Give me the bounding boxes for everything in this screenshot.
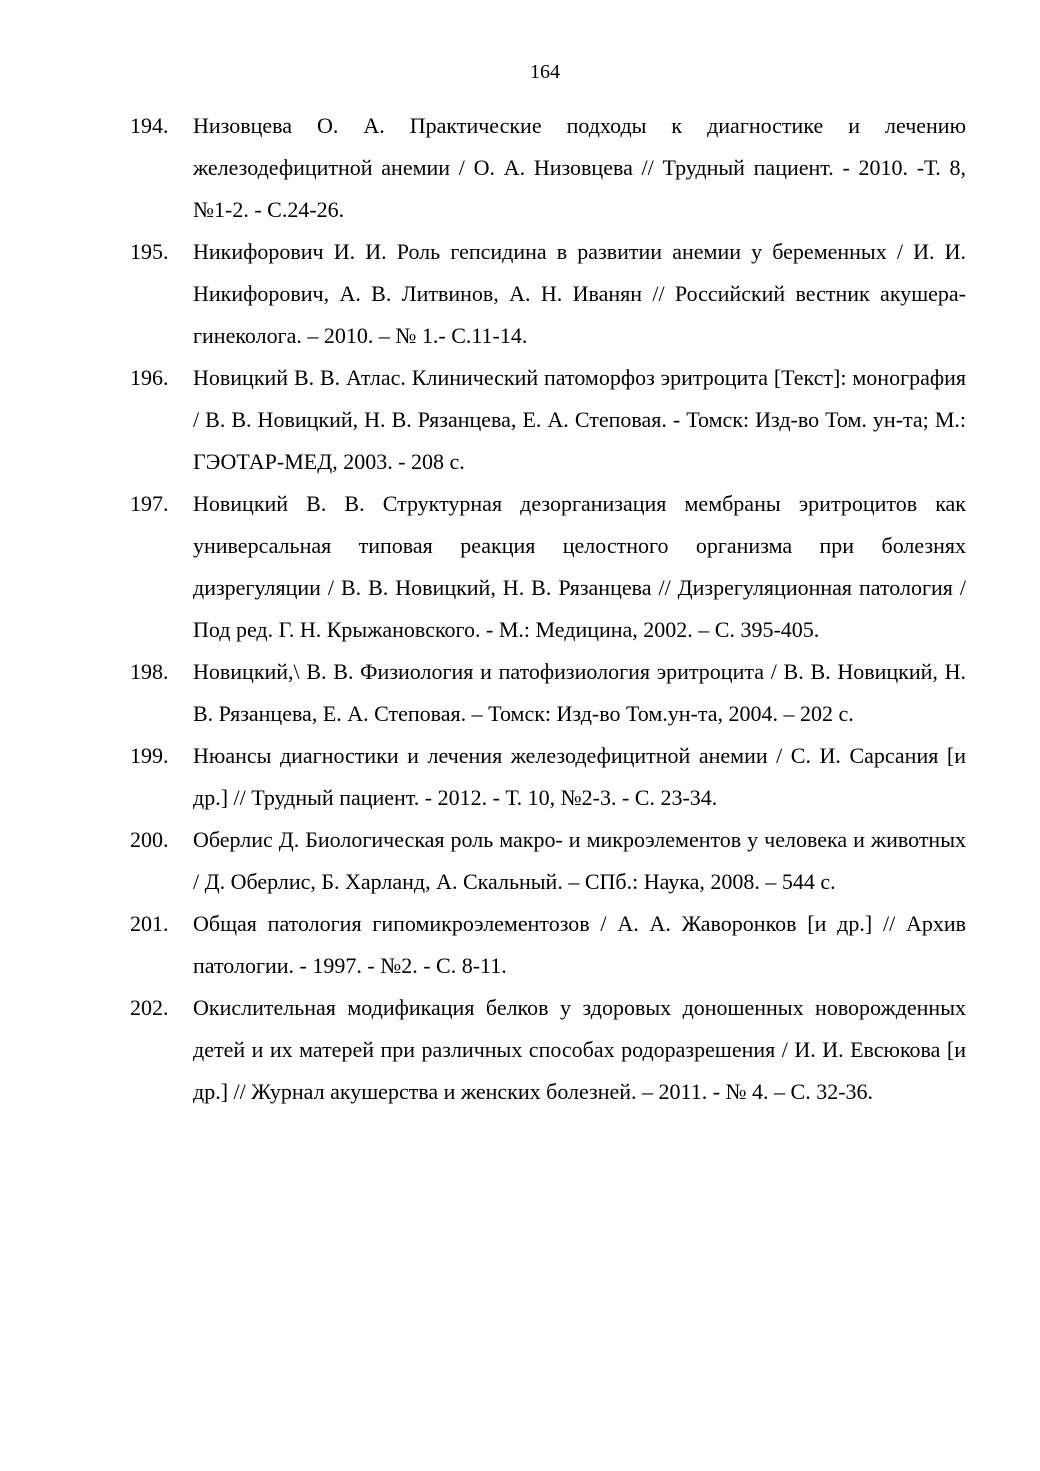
page-number: 164: [530, 61, 560, 83]
reference-number: 197.: [130, 491, 169, 516]
reference-item-200: [0, 819, 966, 903]
reference-number: 199.: [130, 743, 169, 768]
reference-item-197: [0, 483, 966, 651]
reference-text: Никифорович И. И. Роль гепсидина в развитии анемии у беременных / И. И. Никифорович, А. В. Литвинов, А. Н. Иванян // Российский вестник акушера-гинеколога. – 2010. – № 1.- С.11-14.: [193, 239, 966, 348]
reference-item-199: [0, 735, 966, 819]
reference-text: Новицкий В. В. Структурная дезорганизация мембраны эритроцитов как универсальная типовая реакция целостного организма при болезнях дизрегуляции / В. В. Новицкий, Н. В. Рязанцева // Дизрегуляционная патология / Под ред. Г. Н. Крыжановского. - М.: Медицина, 2002. – С. 395-405.: [193, 491, 966, 642]
reference-item-194: [0, 105, 966, 231]
reference-text: Новицкий В. В. Атлас. Клинический патоморфоз эритроцита [Текст]: монография / В. В. Новицкий, Н. В. Рязанцева, Е. А. Степовая. - Томск: Изд-во Том. ун-та; М.: ГЭОТАР-МЕД, 2003. - 208 с.: [193, 365, 966, 474]
reference-number: 201.: [130, 911, 169, 936]
reference-text: Общая патология гипомикроэлементозов / А. А. Жаворонков [и др.] // Архив патологии. - 1997. - №2. - С. 8-11.: [193, 911, 966, 978]
reference-number: 202.: [130, 995, 169, 1020]
reference-item-196: [0, 357, 966, 483]
reference-number: 198.: [130, 659, 169, 684]
reference-text: Новицкий,\ В. В. Физиология и патофизиология эритроцита / В. В. Новицкий, Н. В. Рязанцева, Е. А. Степовая. – Томск: Изд-во Том.ун-та, 2004. – 202 с.: [193, 659, 966, 726]
reference-item-198: [0, 651, 966, 735]
reference-number: 195.: [130, 239, 169, 264]
reference-text: Окислительная модификация белков у здоровых доношенных новорожденных детей и их матерей при различных способах родоразрешения / И. И. Евсюкова [и др.] // Журнал акушерства и женских болезней. – 2011. - № 4. – С. 32-36.: [193, 995, 966, 1104]
reference-number: 200.: [130, 827, 169, 852]
reference-text: Оберлис Д. Биологическая роль макро- и микроэлементов у человека и животных / Д. Оберлис, Б. Харланд, А. Скальный. – СПб.: Наука, 2008. – 544 с.: [193, 827, 966, 894]
reference-list: [0, 105, 1040, 1113]
reference-number: 196.: [130, 365, 169, 390]
reference-number: 194.: [130, 113, 169, 138]
reference-item-201: [0, 903, 966, 987]
reference-text: Низовцева О. А. Практические подходы к диагностике и лечению железодефицитной анемии / О. А. Низовцева // Трудный пациент. - 2010. -Т. 8, №1-2. - С.24-26.: [193, 113, 966, 222]
reference-item-202: [0, 987, 966, 1113]
reference-text: Нюансы диагностики и лечения железодефицитной анемии / С. И. Сарсания [и др.] // Трудный пациент. - 2012. - Т. 10, №2-3. - С. 23-34.: [193, 743, 966, 810]
reference-item-195: [0, 231, 966, 357]
